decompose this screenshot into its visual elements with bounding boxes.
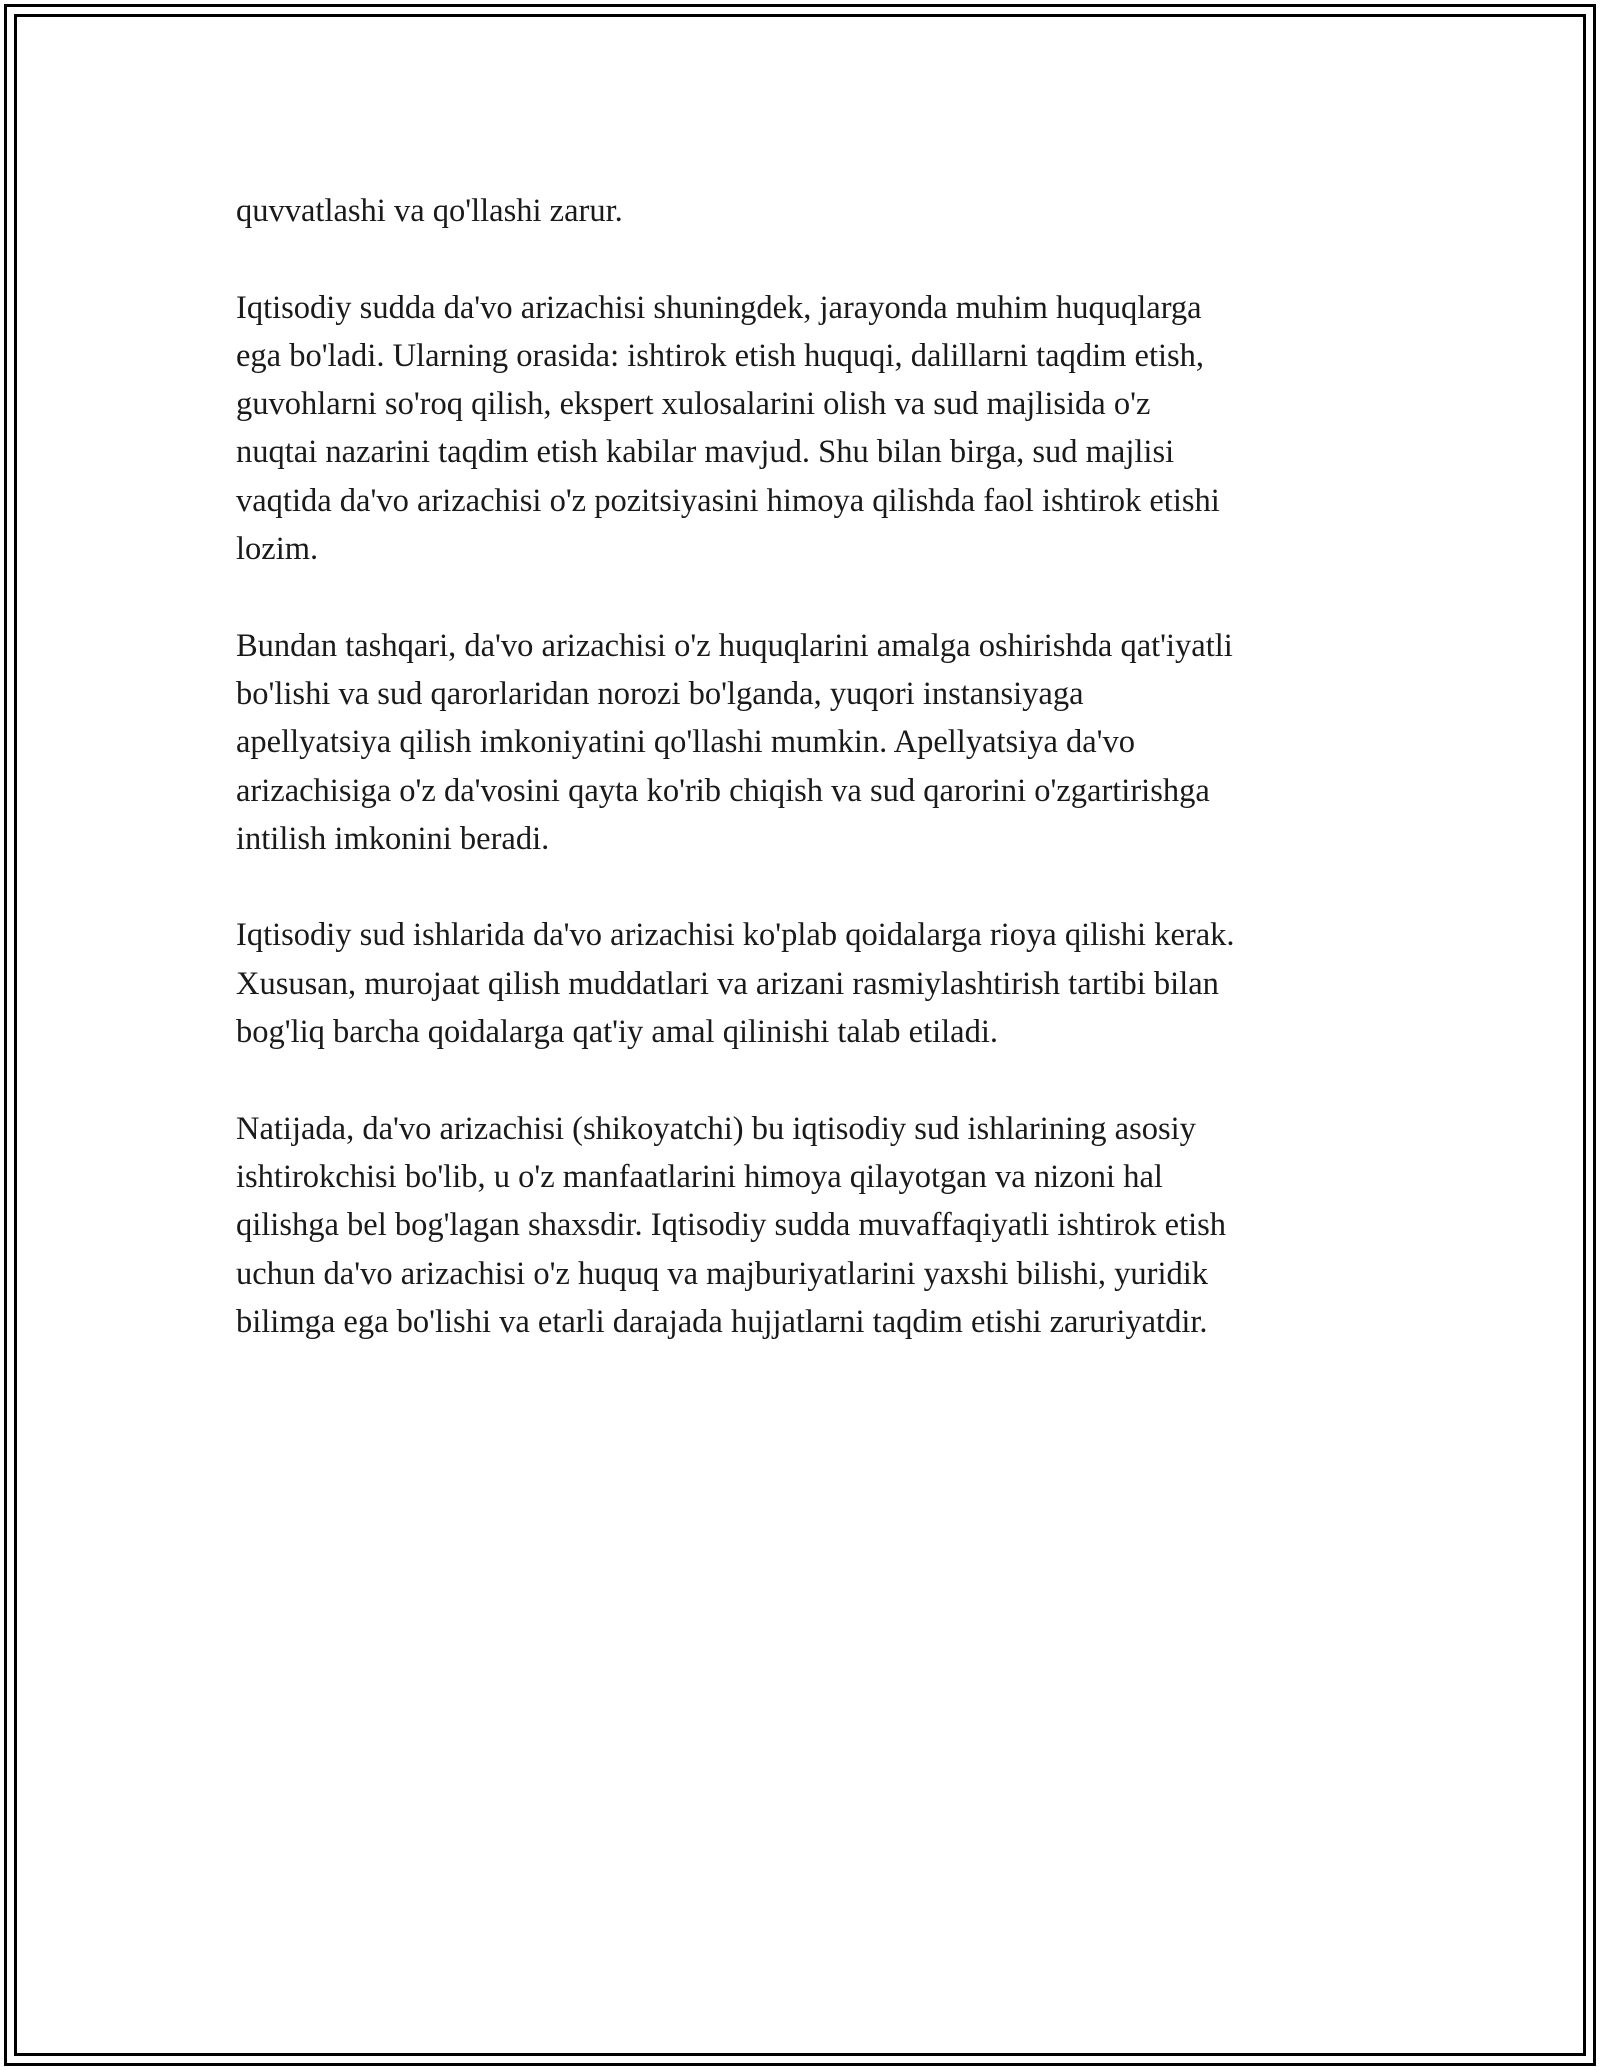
document-body bbox=[236, 187, 1376, 1346]
paragraph-rules: Iqtisodiy sud ishlarida da'vo arizachisi ko'plab qoidalarga rioya qilishi kerak. Xususan, murojaat qilish muddatlari va arizani rasmiylashtirish tartibi bilan bog'liq barcha qoidalarga qat'iy amal qilinishi talab etiladi. bbox=[236, 917, 1235, 1051]
paragraph-rights: Iqtisodiy sudda da'vo arizachisi shuningdek, jarayonda muhim huquqlarga ega bo'ladi. Ularning orasida: ishtirok etish huquqi, dalillarni taqdim etish, guvohlarni so'roq qilish, ekspert xulosalarini olish va sud majlisida o'z nuqtai nazarini taqdim etish kabilar mavjud. Shu bilan birga, sud majlisi vaqtida da'vo arizachisi o'z pozitsiyasini himoya qilishda faol ishtirok etishi lozim. bbox=[236, 289, 1220, 568]
paragraph-appeal: Bundan tashqari, da'vo arizachisi o'z huquqlarini amalga oshirishda qat'iyatli bo'lishi va sud qarorlaridan norozi bo'lganda, yuqori instansiyaga apellyatsiya qilish imkoniyatini qo'llashi mumkin. Apellyatsiya da'vo arizachisiga o'z da'vosini qayta ko'rib chiqish va sud qarorini o'zgartirishga intilish imkonini beradi. bbox=[236, 627, 1233, 857]
paragraph-conclusion: Natijada, da'vo arizachisi (shikoyatchi) bu iqtisodiy sud ishlarining asosiy ishtirokchisi bo'lib, u o'z manfaatlarini himoya qilayotgan va nizoni hal qilishga bel bog'lagan shaxsdir. Iqtisodiy sudda muvaffaqiyatli ishtirok etish uchun da'vo arizachisi o'z huquq va majburiyatlarini yaxshi bilishi, yuridik bilimga ega bo'lishi va etarli darajada hujjatlarni taqdim etishi zaruriyatdir. bbox=[236, 1110, 1227, 1340]
paragraph-continuation: quvvatlashi va qo'llashi zarur. bbox=[236, 193, 623, 229]
